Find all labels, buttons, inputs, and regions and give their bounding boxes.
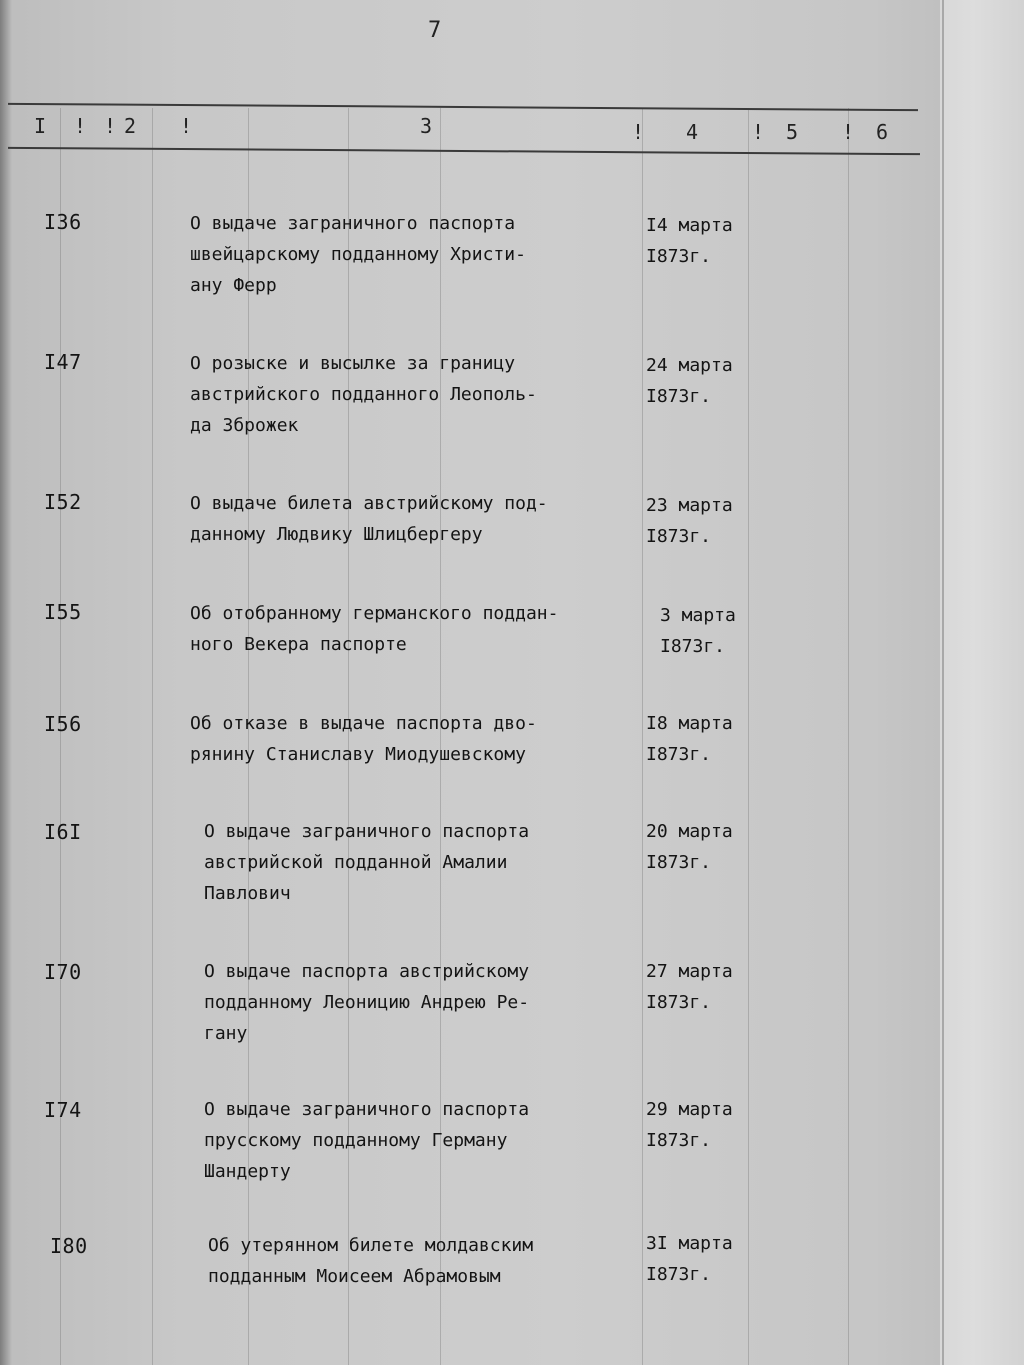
page-edge-line <box>942 0 944 1365</box>
record-description: О розыске и высылке за границу австрийского подданного Леополь- да Зброжек <box>190 353 537 436</box>
header-cell: ! <box>104 114 117 138</box>
record-date: 3 марта I873г. <box>660 605 736 657</box>
record-description: О выдаче заграничного паспорта прусскому подданному Герману Шандерту <box>204 1099 530 1182</box>
record-date: I8 марта I873г. <box>646 713 733 765</box>
header-cell: I <box>34 114 47 138</box>
header-cell: ! <box>752 120 765 144</box>
record-description: О выдаче заграничного паспорта австрийской подданной Амалии Павлович <box>204 821 530 904</box>
column-divider <box>748 108 749 1365</box>
header-bottom-rule <box>8 147 920 155</box>
header-cell: ! <box>632 120 645 144</box>
record-number: I55 <box>44 600 82 624</box>
record-description: Об отобранному германского поддан- ного Векера паспорте <box>190 603 559 655</box>
header-top-rule <box>8 103 918 111</box>
record-date: I4 марта I873г. <box>646 215 733 267</box>
page-edge <box>940 0 1024 1365</box>
record-number: I56 <box>44 712 82 736</box>
column-divider <box>642 108 643 1365</box>
record-number: I70 <box>44 960 82 984</box>
page-number: 7 <box>428 18 442 43</box>
record-description: Об отказе в выдаче паспорта дво- рянину Станиславу Миодушевскому <box>190 713 537 765</box>
header-cell: 2 <box>124 114 137 138</box>
record-date: 23 марта I873г. <box>646 495 733 547</box>
header-cell: ! <box>842 120 855 144</box>
record-date: 20 марта I873г. <box>646 821 733 873</box>
record-date: 3I марта I873г. <box>646 1233 733 1285</box>
record-description: О выдаче паспорта австрийскому подданному Леоницию Андрею Ре- гану <box>204 961 530 1044</box>
record-number: I6I <box>44 820 82 844</box>
record-number: I80 <box>50 1234 88 1258</box>
record-number: I36 <box>44 210 82 234</box>
header-cell: 5 <box>786 120 799 144</box>
column-divider <box>152 108 153 1365</box>
column-divider <box>848 108 849 1365</box>
record-description: О выдаче заграничного паспорта швейцарскому подданному Христи- ану Ферр <box>190 213 526 296</box>
header-cell: ! <box>74 114 87 138</box>
header-cell: ! <box>180 114 193 138</box>
record-date: 24 марта I873г. <box>646 355 733 407</box>
record-number: I47 <box>44 350 82 374</box>
column-divider <box>60 108 61 1365</box>
record-description: О выдаче билета австрийскому под- данному Людвику Шлицбергеру <box>190 493 548 545</box>
record-number: I74 <box>44 1098 82 1122</box>
record-date: 29 марта I873г. <box>646 1099 733 1151</box>
record-number: I52 <box>44 490 82 514</box>
header-cell: 6 <box>876 120 889 144</box>
binding-shadow <box>0 0 12 1365</box>
header-cell: 3 <box>420 114 433 138</box>
record-description: Об утерянном билете молдавским подданным Моисеем Абрамовым <box>208 1235 534 1287</box>
header-cell: 4 <box>686 120 699 144</box>
record-date: 27 марта I873г. <box>646 961 733 1013</box>
